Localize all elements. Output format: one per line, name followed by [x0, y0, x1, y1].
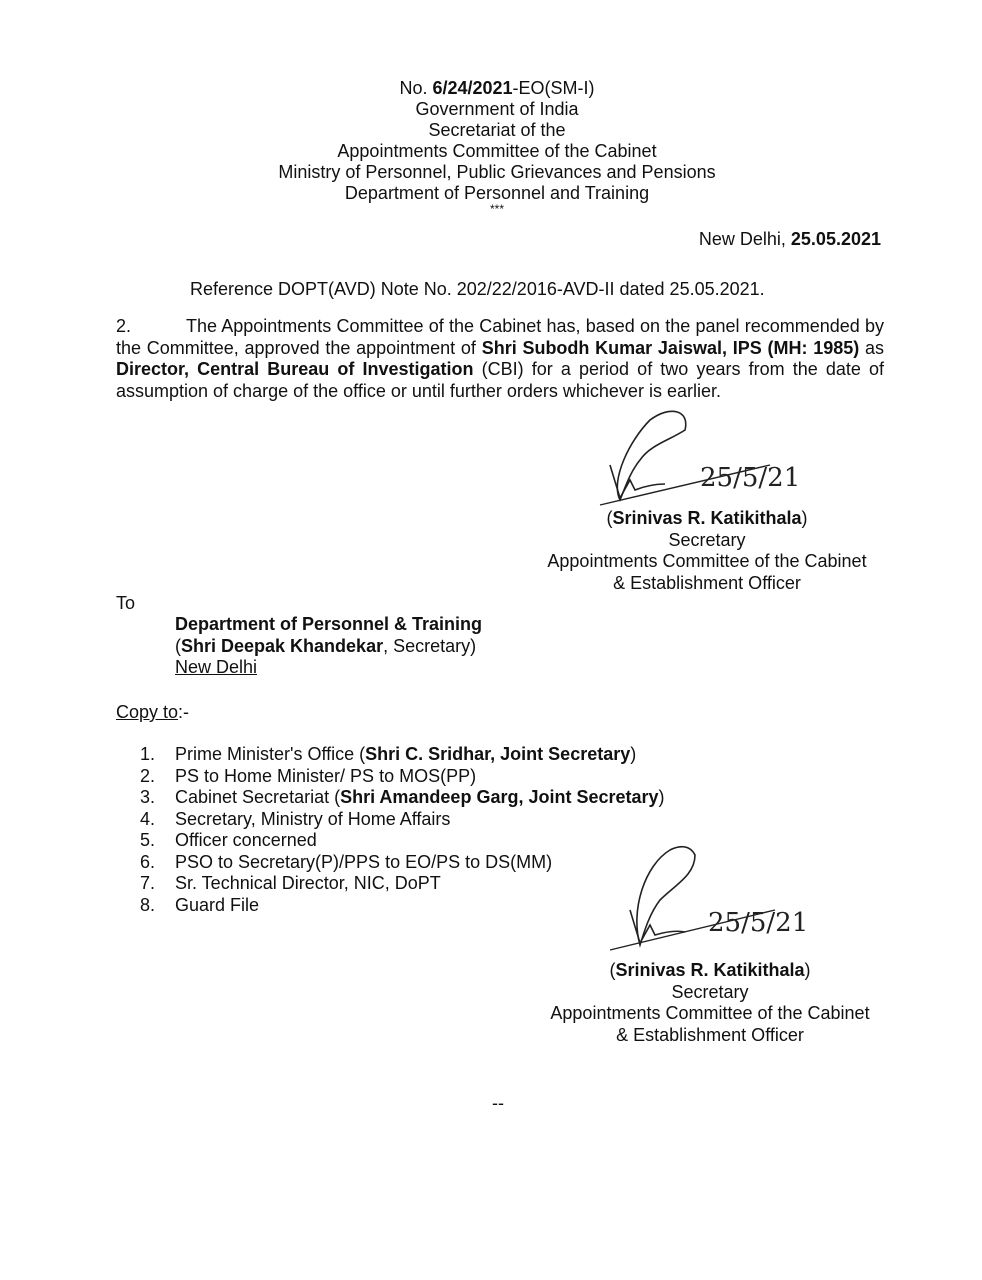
list-item: 2. PS to Home Minister/ PS to MOS(PP) — [140, 765, 477, 786]
header-line: Government of India — [415, 99, 579, 119]
signature-date: 25/5/21 — [708, 908, 809, 938]
list-item: 1. Prime Minister's Office (Shri C. Sridhar, Joint Secretary) — [140, 744, 637, 764]
copy-to-list — [140, 744, 665, 916]
signatory-line: & Establishment Officer — [616, 1024, 804, 1045]
file-number: No. 6/24/2021-EO(SM-I) — [399, 78, 595, 98]
signatory-name: Srinivas R. Katikithala — [615, 960, 805, 980]
list-item: 6. PSO to Secretary(P)/PPS to EO/PS to DS(MM) — [140, 851, 553, 872]
signature-image — [590, 845, 809, 945]
list-item: 3. Cabinet Secretariat (Shri Amandeep Garg, Joint Secretary) — [140, 787, 665, 807]
signatory-block: (Srinivas R. Katikithala) Secretary Appointments Committee of the Cabinet & Establishment Officer — [530, 960, 890, 1046]
signature-date: 25/5/21 — [700, 463, 801, 493]
signature-image — [590, 400, 801, 500]
list-item: 4. Secretary, Ministry of Home Affairs — [140, 808, 451, 829]
signatory-line: Appointments Committee of the Cabinet — [550, 1003, 870, 1023]
signatory-block: (Srinivas R. Katikithala) Secretary Appointments Committee of the Cabinet & Establishment Officer — [527, 508, 887, 594]
signatory-line: Appointments Committee of the Cabinet — [547, 551, 867, 571]
list-item: 5. Officer concerned — [140, 830, 317, 850]
header-line: Secretariat of the — [428, 120, 566, 140]
signatory-designation: Secretary — [671, 981, 749, 1002]
end-mark: -- — [492, 1093, 504, 1113]
place-date: New Delhi, 25.05.2021 — [698, 229, 881, 249]
copy-to-label: Copy to:- — [116, 702, 190, 722]
body-paragraph: 2. The Appointments Committee of the Cabinet has, based on the panel recommended by the Committee, approved the appointment of Shri Subodh Kumar Jaiswal, IPS (MH: 1985) as Director, Central Bureau of Investigation (CBI) for a period of two years from the date of assumption of charge of the office or until further orders whichever is earlier. — [116, 316, 885, 401]
header-line: Appointments Committee of the Cabinet — [337, 141, 657, 161]
header-line: Department of Personnel and Training — [344, 183, 650, 203]
letter-header — [0, 78, 982, 214]
to-label: To — [116, 593, 136, 613]
stars-divider: *** — [489, 202, 504, 216]
signatory-designation: Secretary — [668, 529, 746, 550]
addressee-block: Department of Personnel & Training (Shri Deepak Khandekar, Secretary) New Delhi — [175, 614, 483, 677]
signatory-name: Srinivas R. Katikithala — [612, 508, 802, 528]
signatory-line: & Establishment Officer — [613, 572, 801, 593]
reference-line: Reference DOPT(AVD) Note No. 202/22/2016-AVD-II dated 25.05.2021. — [190, 279, 765, 299]
header-line: Ministry of Personnel, Public Grievances and Pensions — [278, 162, 716, 182]
list-item: 8. Guard File — [140, 894, 260, 915]
list-item: 7. Sr. Technical Director, NIC, DoPT — [140, 873, 441, 893]
